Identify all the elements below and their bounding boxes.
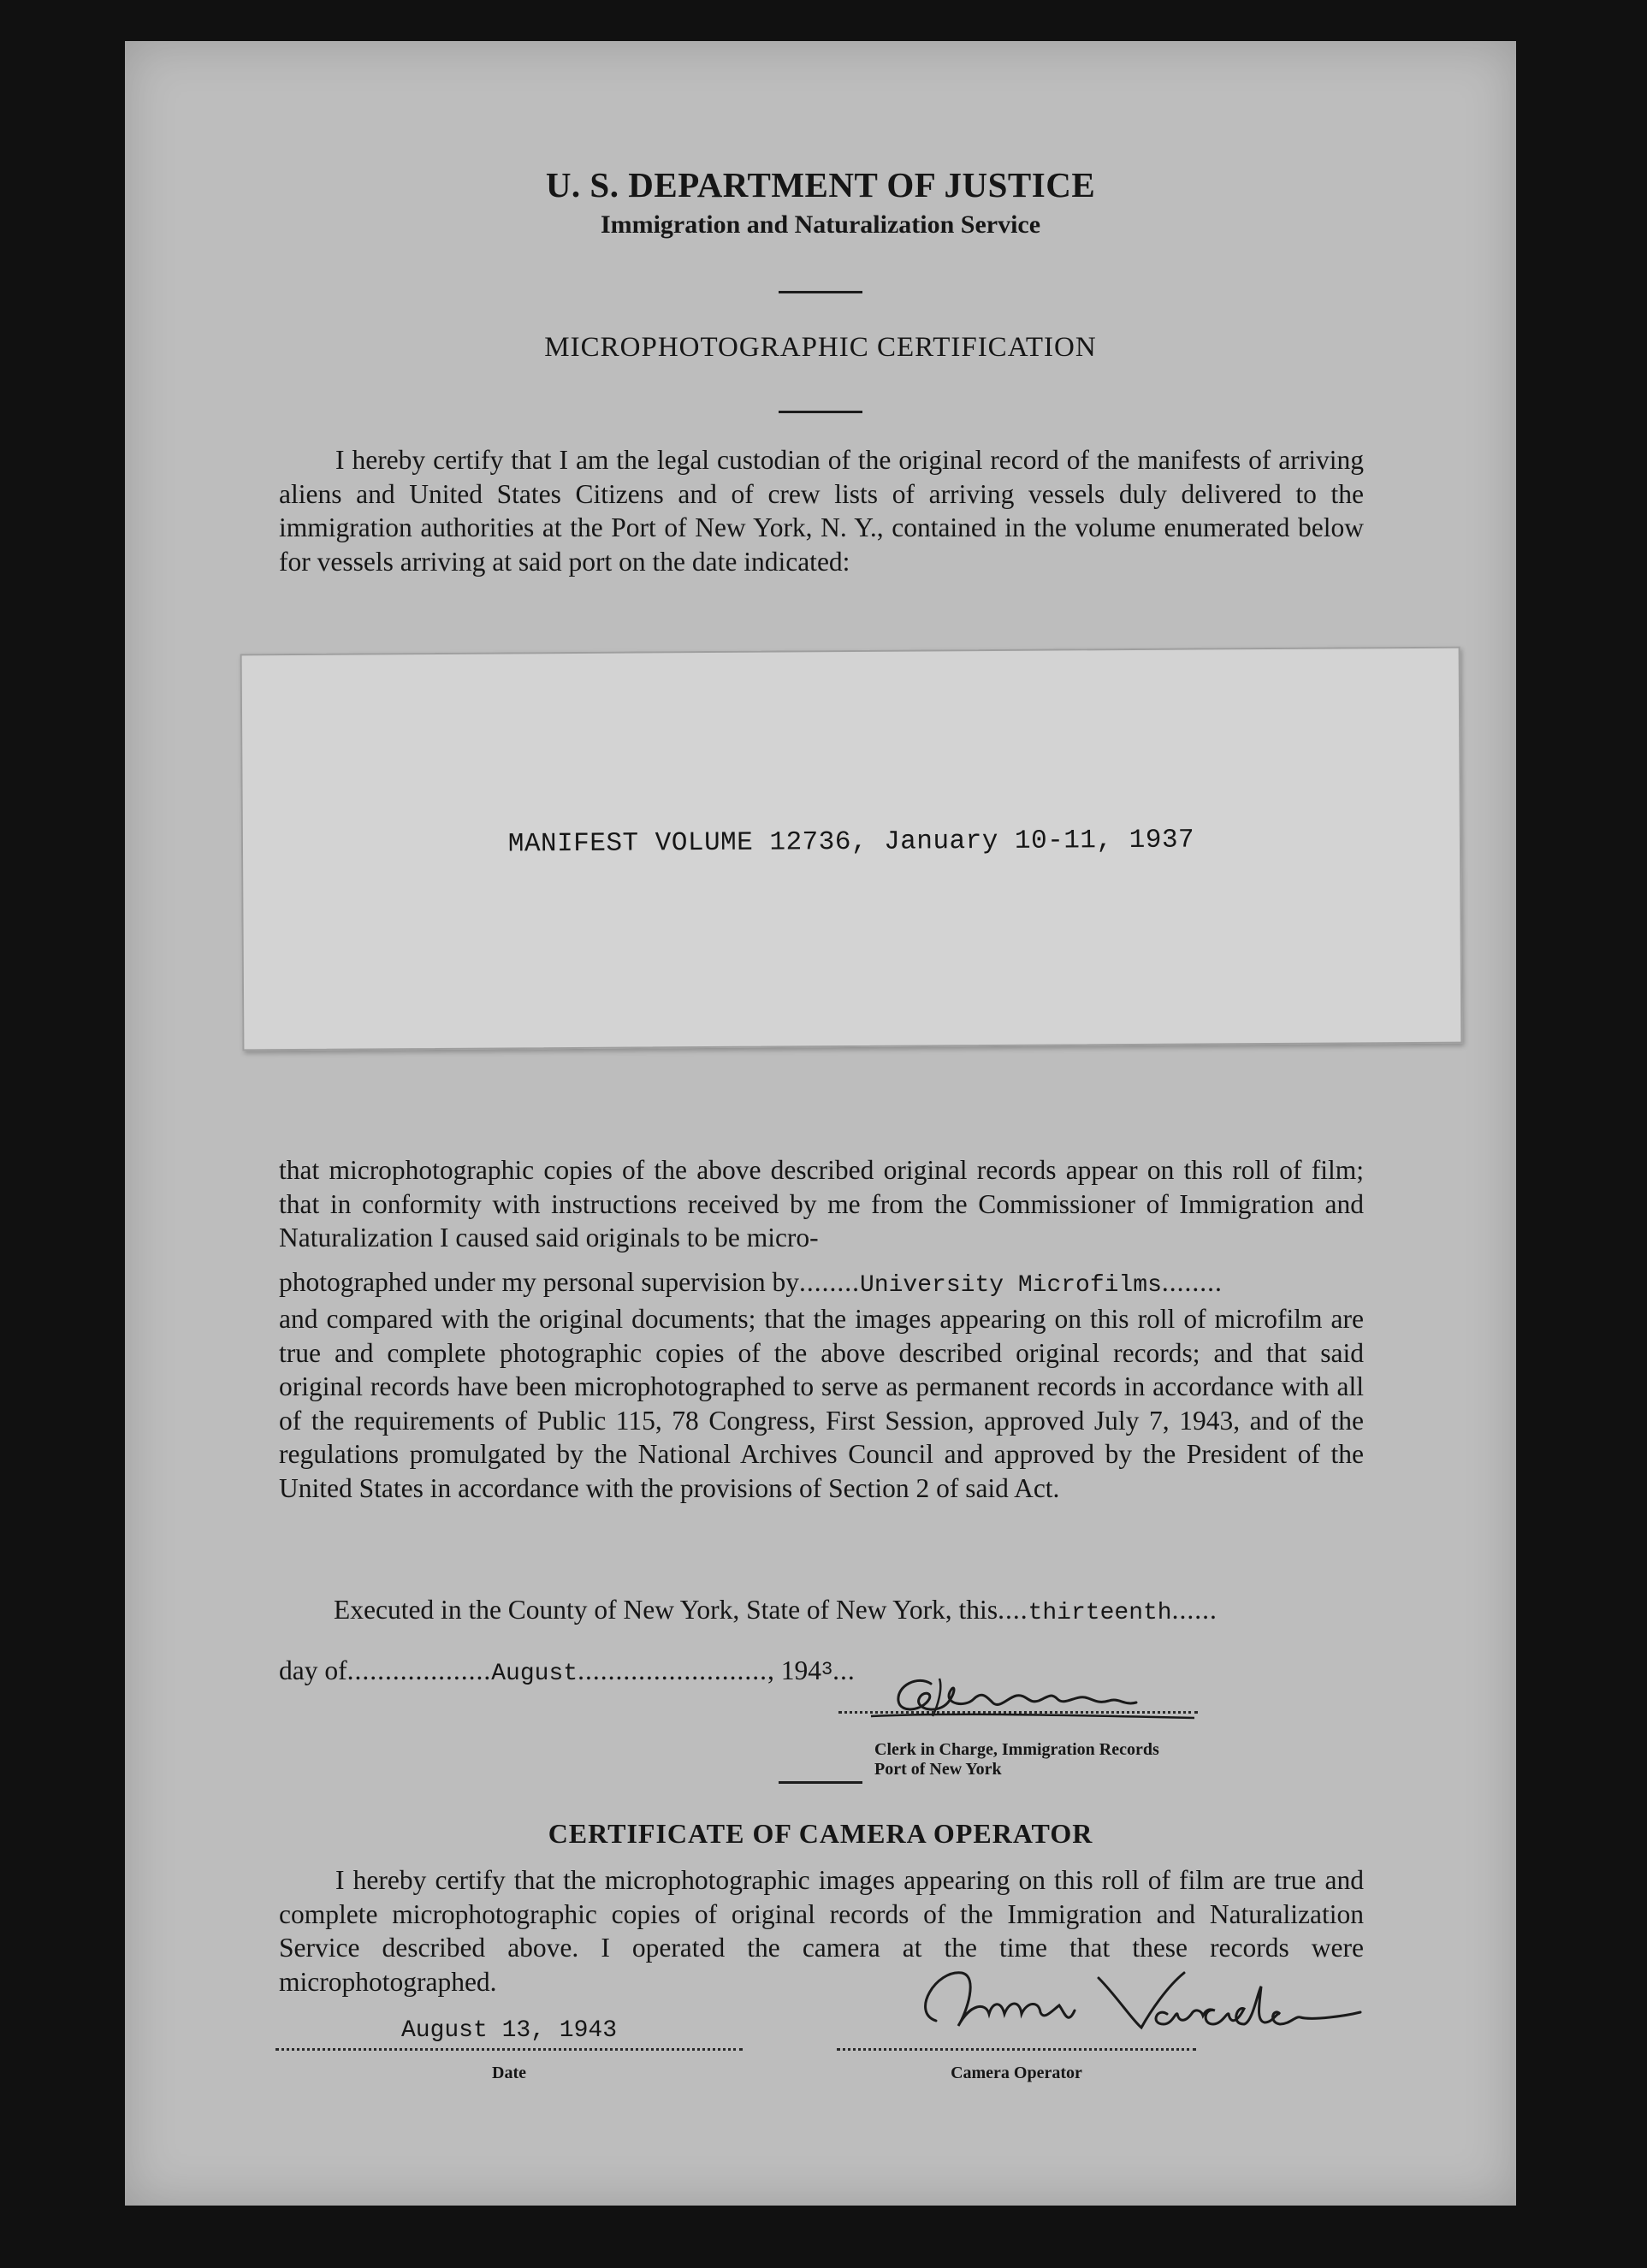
day-of-line: day of...................August........................., 1943... — [279, 1655, 856, 1687]
camera-operator-title: CERTIFICATE OF CAMERA OPERATOR — [548, 1818, 1093, 1849]
supervision-text-3: and compared with the original documents; that the images appearing on this roll of microfilm are true and complete photographic copies of the above described original records; and that said original records have been microphotographed to serve as permanent records in accordance with all of the requirements of Public 115, 78 Congress, First Session, approved July 7, 1943, and of the regulations promulgated by the National Archives Council and approved by the President of the United States in accordance with the provisions of Section 2 of said Act. — [279, 1304, 1364, 1503]
clerk-signature-icon — [837, 1667, 1196, 1726]
supervision-text-2: photographed under my personal supervision by — [279, 1266, 800, 1297]
year-prefix: , 194 — [767, 1655, 821, 1685]
date-line — [275, 2048, 743, 2051]
executed-month: August — [491, 1661, 578, 1687]
clerk-signature-image — [837, 1667, 1196, 1726]
divider — [779, 1781, 862, 1784]
manifest-volume-text: MANIFEST VOLUME 12736, January 10-11, 1937 — [507, 825, 1195, 860]
service-subheading: Immigration and Naturalization Service — [600, 210, 1041, 239]
department-heading: U. S. DEPARTMENT OF JUSTICE — [545, 165, 1096, 204]
microfilm-company: University Microfilms — [860, 1271, 1162, 1299]
operator-signature-image — [885, 1961, 1364, 2046]
executed-line: Executed in the County of New York, State of New York, this....thirteenth...... — [334, 1595, 1217, 1626]
certification-title: MICROPHOTOGRAPHIC CERTIFICATION — [544, 332, 1097, 363]
clerk-title — [874, 1740, 1159, 1779]
custodian-paragraph: I hereby certify that I am the legal custodian of the original record of the manifests of arriving aliens and United States Citizens and of crew lists of arriving vessels duly delivered to the immigration authorities at the Port of New York, N. Y., contained in the volume enumerated below for vessels arriving at said port on the date indicated: — [279, 445, 1364, 577]
operator-signature-icon — [885, 1961, 1364, 2046]
camera-operator-paragraph: I hereby certify that the microphotographic images appearing on this roll of film are true and complete microphotographic copies of original records of the Immigration and Naturalization Service described above. I operated the camera at the time that these records were microphotographed. — [279, 1865, 1364, 1997]
executed-day: thirteenth — [1028, 1600, 1172, 1626]
camera-date-value: August 13, 1943 — [400, 2017, 618, 2044]
operator-label: Camera Operator — [951, 2064, 1082, 2082]
operator-signature-line — [837, 2048, 1196, 2051]
divider — [779, 411, 862, 413]
year-digit: 3 — [821, 1659, 833, 1680]
date-label: Date — [492, 2064, 526, 2082]
manifest-slip — [240, 647, 1463, 1051]
clerk-title-line2: Port of New York — [874, 1760, 1002, 1779]
date-block — [275, 2017, 743, 2044]
supervision-paragraph — [279, 1153, 1364, 1505]
clerk-title-line1: Clerk in Charge, Immigration Records — [874, 1740, 1159, 1759]
day-of-label: day of — [279, 1655, 347, 1685]
supervision-line: photographed under my personal supervision by........University Microfilms........ — [279, 1266, 1223, 1299]
certificate-sheet — [125, 41, 1516, 2206]
divider — [779, 291, 862, 293]
supervision-text-1: that microphotographic copies of the above described original records appear on this roll of film; that in conformity with instructions received by me from the Commissioner of Immigration and Naturalization I caused said originals to be micro- — [279, 1155, 1364, 1252]
executed-text: Executed in the County of New York, State of New York, this — [334, 1595, 998, 1625]
clerk-signature-line — [838, 1711, 1198, 1714]
